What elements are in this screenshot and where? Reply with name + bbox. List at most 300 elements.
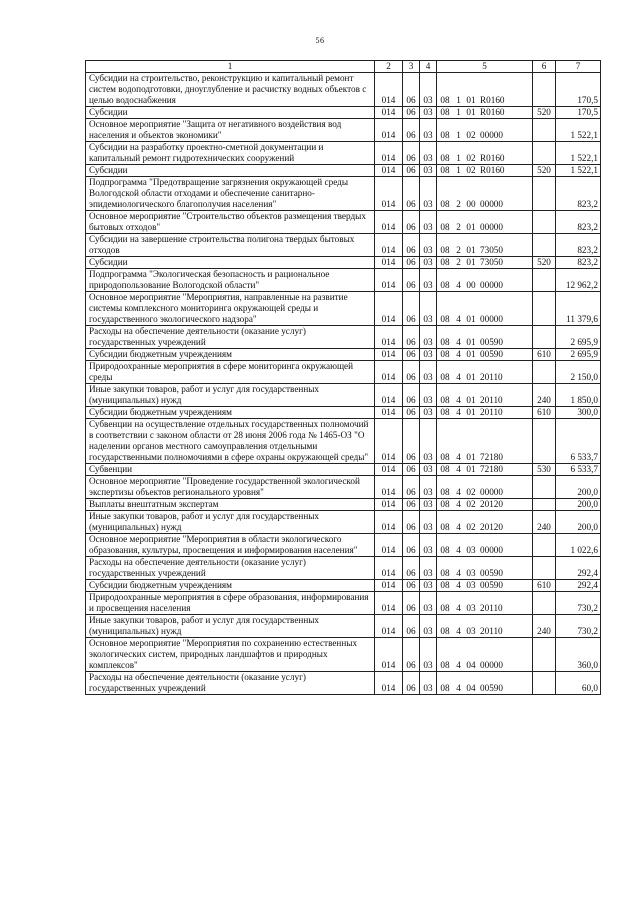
- table-row: [86, 384, 601, 407]
- table-row: [86, 269, 601, 292]
- table-row: [86, 349, 601, 361]
- header-cell: 7: [556, 61, 601, 73]
- target-article-part: 72180: [480, 464, 503, 474]
- amount-cell: 6 533,7: [556, 464, 601, 476]
- target-article-part: R0160: [480, 165, 505, 175]
- target-article-part: 2: [456, 222, 461, 232]
- expense-type-cell: [533, 499, 556, 511]
- target-article-part: 20120: [480, 499, 503, 509]
- header-cell: 1: [86, 61, 375, 73]
- section-code-cell: 06: [403, 269, 420, 292]
- table-row: [86, 615, 601, 638]
- row-name-cell: Основное мероприятие "Защита от негативного воздействия вод населения и объектов экономики": [86, 119, 375, 142]
- table-row: [86, 177, 601, 211]
- header-cell: 3: [403, 61, 420, 73]
- ministry-code-cell: 014: [375, 464, 403, 476]
- target-article-cell: [437, 257, 533, 269]
- subsection-code-cell: 03: [420, 499, 437, 511]
- target-article-part: 02: [466, 487, 476, 497]
- target-article-part: 08: [440, 452, 450, 462]
- expense-type-cell: 240: [533, 384, 556, 407]
- target-article-part: 00000: [480, 314, 503, 324]
- target-article-cell: [437, 534, 533, 557]
- target-article-part: 01: [466, 257, 476, 267]
- ministry-code-cell: 014: [375, 211, 403, 234]
- target-article-part: 03: [466, 545, 476, 555]
- amount-cell: 170,5: [556, 73, 601, 107]
- target-article-part: 01: [466, 464, 476, 474]
- row-name-cell: Основное мероприятие "Мероприятия в области экологического образования, культуры, просвещения и информирования населения": [86, 534, 375, 557]
- target-article-part: 02: [466, 522, 476, 532]
- table-row: [86, 73, 601, 107]
- target-article-part: 08: [440, 487, 450, 497]
- expense-type-cell: 520: [533, 107, 556, 119]
- subsection-code-cell: 03: [420, 592, 437, 615]
- section-code-cell: 06: [403, 349, 420, 361]
- target-article-part: 01: [466, 452, 476, 462]
- target-article-cell: [437, 107, 533, 119]
- ministry-code-cell: 014: [375, 107, 403, 119]
- table-row: [86, 326, 601, 349]
- subsection-code-cell: 03: [420, 107, 437, 119]
- target-article-part: 73050: [480, 257, 503, 267]
- section-code-cell: 06: [403, 211, 420, 234]
- target-article-part: 4: [456, 372, 461, 382]
- section-code-cell: 06: [403, 177, 420, 211]
- page-number: 56: [315, 36, 325, 45]
- table-row: [86, 257, 601, 269]
- section-code-cell: 06: [403, 119, 420, 142]
- subsection-code-cell: 03: [420, 326, 437, 349]
- target-article-cell: [437, 511, 533, 534]
- row-name-cell: Субсидии на строительство, реконструкцию и капитальный ремонт систем водоподготовки, дноуглубление и расчистку водных объектов с целью водоснабжения: [86, 73, 375, 107]
- ministry-code-cell: 014: [375, 638, 403, 672]
- table-row: [86, 211, 601, 234]
- target-article-part: 01: [466, 372, 476, 382]
- amount-cell: 730,2: [556, 615, 601, 638]
- ministry-code-cell: 014: [375, 592, 403, 615]
- header-cell: 2: [375, 61, 403, 73]
- table-row: [86, 407, 601, 419]
- subsection-code-cell: 03: [420, 349, 437, 361]
- section-code-cell: 06: [403, 165, 420, 177]
- subsection-code-cell: 03: [420, 269, 437, 292]
- row-name-cell: Иные закупки товаров, работ и услуг для государственных (муниципальных) нужд: [86, 511, 375, 534]
- expense-type-cell: [533, 557, 556, 580]
- expense-type-cell: [533, 326, 556, 349]
- target-article-part: 4: [456, 487, 461, 497]
- row-name-cell: Субсидии бюджетным учреждениям: [86, 407, 375, 419]
- target-article-part: 4: [456, 407, 461, 417]
- target-article-part: 4: [456, 626, 461, 636]
- amount-cell: 2 150,0: [556, 361, 601, 384]
- target-article-part: 4: [456, 545, 461, 555]
- header-cell: 6: [533, 61, 556, 73]
- section-code-cell: 06: [403, 511, 420, 534]
- target-article-part: 08: [440, 580, 450, 590]
- target-article-part: 1: [456, 95, 461, 105]
- target-article-part: R0160: [480, 153, 505, 163]
- amount-cell: 823,2: [556, 234, 601, 257]
- target-article-part: 4: [456, 395, 461, 405]
- row-name-cell: Природоохранные мероприятия в сфере мониторинга окружающей среды: [86, 361, 375, 384]
- target-article-part: 00590: [480, 580, 503, 590]
- target-article-part: 1: [456, 165, 461, 175]
- target-article-part: 20110: [480, 626, 503, 636]
- section-code-cell: 06: [403, 292, 420, 326]
- target-article-cell: [437, 211, 533, 234]
- table-row: [86, 234, 601, 257]
- row-name-cell: Субсидии бюджетным учреждениям: [86, 349, 375, 361]
- subsection-code-cell: 03: [420, 511, 437, 534]
- target-article-cell: [437, 73, 533, 107]
- amount-cell: 300,0: [556, 407, 601, 419]
- subsection-code-cell: 03: [420, 476, 437, 499]
- target-article-part: 00: [466, 199, 476, 209]
- ministry-code-cell: 014: [375, 119, 403, 142]
- amount-cell: 292,4: [556, 580, 601, 592]
- table-row: [86, 638, 601, 672]
- section-code-cell: 06: [403, 534, 420, 557]
- target-article-part: 20110: [480, 407, 503, 417]
- ministry-code-cell: 014: [375, 292, 403, 326]
- expense-type-cell: [533, 476, 556, 499]
- expense-type-cell: [533, 119, 556, 142]
- target-article-part: 08: [440, 222, 450, 232]
- target-article-part: 00590: [480, 568, 503, 578]
- target-article-part: 08: [440, 545, 450, 555]
- ministry-code-cell: 014: [375, 177, 403, 211]
- ministry-code-cell: 014: [375, 499, 403, 511]
- subsection-code-cell: 03: [420, 234, 437, 257]
- ministry-code-cell: 014: [375, 73, 403, 107]
- row-name-cell: Субсидии: [86, 257, 375, 269]
- row-name-cell: Иные закупки товаров, работ и услуг для государственных (муниципальных) нужд: [86, 384, 375, 407]
- amount-cell: 200,0: [556, 499, 601, 511]
- target-article-cell: [437, 499, 533, 511]
- target-article-part: 1: [456, 130, 461, 140]
- target-article-part: 08: [440, 464, 450, 474]
- table-row: [86, 419, 601, 464]
- section-code-cell: 06: [403, 592, 420, 615]
- expense-type-cell: 610: [533, 407, 556, 419]
- expense-type-cell: [533, 177, 556, 211]
- subsection-code-cell: 03: [420, 142, 437, 165]
- target-article-part: 2: [456, 257, 461, 267]
- section-code-cell: 06: [403, 638, 420, 672]
- target-article-cell: [437, 361, 533, 384]
- subsection-code-cell: 03: [420, 672, 437, 695]
- target-article-cell: [437, 292, 533, 326]
- target-article-cell: [437, 464, 533, 476]
- row-name-cell: Субсидии: [86, 165, 375, 177]
- target-article-part: 01: [466, 222, 476, 232]
- target-article-cell: [437, 407, 533, 419]
- ministry-code-cell: 014: [375, 361, 403, 384]
- section-code-cell: 06: [403, 361, 420, 384]
- row-name-cell: Основное мероприятие "Проведение государственной экологической экспертизы объектов регионального уровня": [86, 476, 375, 499]
- amount-cell: 2 695,9: [556, 326, 601, 349]
- amount-cell: 1 850,0: [556, 384, 601, 407]
- target-article-part: 20110: [480, 603, 503, 613]
- target-article-part: 00000: [480, 222, 503, 232]
- amount-cell: 200,0: [556, 511, 601, 534]
- ministry-code-cell: 014: [375, 407, 403, 419]
- target-article-part: 08: [440, 349, 450, 359]
- amount-cell: 292,4: [556, 557, 601, 580]
- target-article-part: 08: [440, 683, 450, 693]
- amount-cell: 6 533,7: [556, 419, 601, 464]
- target-article-part: 08: [440, 257, 450, 267]
- section-code-cell: 06: [403, 499, 420, 511]
- expense-type-cell: 610: [533, 349, 556, 361]
- subsection-code-cell: 03: [420, 534, 437, 557]
- table-header-row: [86, 61, 601, 73]
- amount-cell: 1 522,1: [556, 142, 601, 165]
- target-article-part: 00590: [480, 683, 503, 693]
- target-article-part: 1: [456, 153, 461, 163]
- row-name-cell: Расходы на обеспечение деятельности (оказание услуг) государственных учреждений: [86, 326, 375, 349]
- subsection-code-cell: 03: [420, 384, 437, 407]
- target-article-part: 73050: [480, 245, 503, 255]
- target-article-part: 08: [440, 107, 450, 117]
- table-row: [86, 119, 601, 142]
- target-article-part: 08: [440, 407, 450, 417]
- subsection-code-cell: 03: [420, 419, 437, 464]
- target-article-cell: [437, 177, 533, 211]
- target-article-part: 00000: [480, 660, 503, 670]
- row-name-cell: Основное мероприятие "Строительство объектов размещения твердых бытовых отходов": [86, 211, 375, 234]
- table-row: [86, 464, 601, 476]
- target-article-cell: [437, 269, 533, 292]
- target-article-cell: [437, 638, 533, 672]
- ministry-code-cell: 014: [375, 615, 403, 638]
- section-code-cell: 06: [403, 107, 420, 119]
- target-article-part: 20110: [480, 395, 503, 405]
- target-article-part: 4: [456, 452, 461, 462]
- target-article-part: 4: [456, 349, 461, 359]
- target-article-cell: [437, 592, 533, 615]
- target-article-cell: [437, 165, 533, 177]
- row-name-cell: Выплаты внештатным экспертам: [86, 499, 375, 511]
- subsection-code-cell: 03: [420, 580, 437, 592]
- section-code-cell: 06: [403, 384, 420, 407]
- target-article-cell: [437, 384, 533, 407]
- expense-type-cell: [533, 234, 556, 257]
- table-row: [86, 511, 601, 534]
- subsection-code-cell: 03: [420, 73, 437, 107]
- table-row: [86, 534, 601, 557]
- row-name-cell: Расходы на обеспечение деятельности (оказание услуг) государственных учреждений: [86, 672, 375, 695]
- target-article-part: 04: [466, 660, 476, 670]
- section-code-cell: 06: [403, 580, 420, 592]
- target-article-part: 02: [466, 153, 476, 163]
- target-article-part: 08: [440, 660, 450, 670]
- target-article-cell: [437, 142, 533, 165]
- subsection-code-cell: 03: [420, 464, 437, 476]
- section-code-cell: 06: [403, 615, 420, 638]
- row-name-cell: Природоохранные мероприятия в сфере образования, информирования и просвещения населения: [86, 592, 375, 615]
- target-article-part: 08: [440, 568, 450, 578]
- ministry-code-cell: 014: [375, 419, 403, 464]
- target-article-part: R0160: [480, 107, 505, 117]
- target-article-part: 4: [456, 660, 461, 670]
- amount-cell: 200,0: [556, 476, 601, 499]
- amount-cell: 60,0: [556, 672, 601, 695]
- target-article-part: 08: [440, 199, 450, 209]
- subsection-code-cell: 03: [420, 638, 437, 672]
- subsection-code-cell: 03: [420, 165, 437, 177]
- ministry-code-cell: 014: [375, 234, 403, 257]
- section-code-cell: 06: [403, 476, 420, 499]
- table-row: [86, 499, 601, 511]
- table-row: [86, 142, 601, 165]
- table-row: [86, 165, 601, 177]
- table-row: [86, 592, 601, 615]
- target-article-part: 08: [440, 603, 450, 613]
- expense-type-cell: [533, 534, 556, 557]
- target-article-part: 01: [466, 95, 476, 105]
- ministry-code-cell: 014: [375, 142, 403, 165]
- target-article-part: 08: [440, 130, 450, 140]
- table-row: [86, 107, 601, 119]
- expense-type-cell: [533, 211, 556, 234]
- target-article-part: 72180: [480, 452, 503, 462]
- section-code-cell: 06: [403, 234, 420, 257]
- target-article-part: 08: [440, 245, 450, 255]
- expense-type-cell: 240: [533, 511, 556, 534]
- target-article-part: 03: [466, 568, 476, 578]
- expense-type-cell: [533, 419, 556, 464]
- section-code-cell: 06: [403, 557, 420, 580]
- target-article-part: 08: [440, 499, 450, 509]
- target-article-part: 4: [456, 568, 461, 578]
- target-article-part: 2: [456, 199, 461, 209]
- target-article-part: 01: [466, 349, 476, 359]
- amount-cell: 823,2: [556, 177, 601, 211]
- ministry-code-cell: 014: [375, 534, 403, 557]
- table-row: [86, 476, 601, 499]
- target-article-part: 4: [456, 522, 461, 532]
- amount-cell: 12 962,2: [556, 269, 601, 292]
- ministry-code-cell: 014: [375, 326, 403, 349]
- target-article-part: 00590: [480, 349, 503, 359]
- amount-cell: 170,5: [556, 107, 601, 119]
- target-article-part: 08: [440, 337, 450, 347]
- target-article-part: 01: [466, 107, 476, 117]
- target-article-cell: [437, 234, 533, 257]
- expense-type-cell: 240: [533, 615, 556, 638]
- section-code-cell: 06: [403, 142, 420, 165]
- section-code-cell: 06: [403, 464, 420, 476]
- amount-cell: 360,0: [556, 638, 601, 672]
- target-article-part: 01: [466, 395, 476, 405]
- target-article-cell: [437, 419, 533, 464]
- target-article-part: 00000: [480, 199, 503, 209]
- expense-type-cell: [533, 592, 556, 615]
- table-row: [86, 557, 601, 580]
- row-name-cell: Субсидии: [86, 107, 375, 119]
- target-article-part: 4: [456, 683, 461, 693]
- expense-type-cell: [533, 672, 556, 695]
- target-article-cell: [437, 672, 533, 695]
- amount-cell: 1 022,6: [556, 534, 601, 557]
- expense-type-cell: 520: [533, 165, 556, 177]
- table-body: [86, 73, 601, 695]
- target-article-part: 03: [466, 603, 476, 613]
- target-article-part: 01: [466, 407, 476, 417]
- target-article-part: 00590: [480, 337, 503, 347]
- subsection-code-cell: 03: [420, 615, 437, 638]
- target-article-part: 04: [466, 683, 476, 693]
- target-article-part: 08: [440, 95, 450, 105]
- subsection-code-cell: 03: [420, 119, 437, 142]
- target-article-part: 08: [440, 153, 450, 163]
- ministry-code-cell: 014: [375, 672, 403, 695]
- ministry-code-cell: 014: [375, 384, 403, 407]
- target-article-part: 02: [466, 499, 476, 509]
- target-article-part: 20110: [480, 372, 503, 382]
- expense-type-cell: [533, 142, 556, 165]
- target-article-part: 03: [466, 580, 476, 590]
- target-article-part: 08: [440, 395, 450, 405]
- expense-type-cell: 610: [533, 580, 556, 592]
- target-article-part: 4: [456, 337, 461, 347]
- target-article-cell: [437, 476, 533, 499]
- target-article-part: 4: [456, 499, 461, 509]
- target-article-part: 08: [440, 280, 450, 290]
- row-name-cell: Иные закупки товаров, работ и услуг для государственных (муниципальных) нужд: [86, 615, 375, 638]
- amount-cell: 11 379,6: [556, 292, 601, 326]
- expense-type-cell: [533, 292, 556, 326]
- target-article-cell: [437, 349, 533, 361]
- row-name-cell: Субвенции на осуществление отдельных государственных полномочий в соответствии с законом области от 28 июня 2006 года № 1465-ОЗ "О наделении органов местного самоуправления отдельными государственными полномочиями в сфере охраны окружающей среды": [86, 419, 375, 464]
- ministry-code-cell: 014: [375, 557, 403, 580]
- target-article-part: 08: [440, 165, 450, 175]
- section-code-cell: 06: [403, 407, 420, 419]
- target-article-part: 00000: [480, 130, 503, 140]
- ministry-code-cell: 014: [375, 269, 403, 292]
- subsection-code-cell: 03: [420, 407, 437, 419]
- target-article-part: 1: [456, 107, 461, 117]
- target-article-part: 20120: [480, 522, 503, 532]
- subsection-code-cell: 03: [420, 211, 437, 234]
- row-name-cell: Расходы на обеспечение деятельности (оказание услуг) государственных учреждений: [86, 557, 375, 580]
- ministry-code-cell: 014: [375, 165, 403, 177]
- section-code-cell: 06: [403, 419, 420, 464]
- section-code-cell: 06: [403, 73, 420, 107]
- target-article-part: 02: [466, 130, 476, 140]
- target-article-part: 08: [440, 314, 450, 324]
- section-code-cell: 06: [403, 326, 420, 349]
- target-article-part: 01: [466, 337, 476, 347]
- expense-type-cell: 530: [533, 464, 556, 476]
- target-article-part: 08: [440, 522, 450, 532]
- target-article-part: 08: [440, 372, 450, 382]
- table-row: [86, 672, 601, 695]
- target-article-part: 00000: [480, 487, 503, 497]
- budget-table: [85, 60, 601, 695]
- ministry-code-cell: 014: [375, 476, 403, 499]
- row-name-cell: Основное мероприятие "Мероприятия по сохранению естественных экологических систем, природных ландшафтов и природных комплексов": [86, 638, 375, 672]
- table-row: [86, 292, 601, 326]
- ministry-code-cell: 014: [375, 349, 403, 361]
- amount-cell: 823,2: [556, 211, 601, 234]
- table-row: [86, 580, 601, 592]
- target-article-part: 4: [456, 464, 461, 474]
- subsection-code-cell: 03: [420, 292, 437, 326]
- section-code-cell: 06: [403, 257, 420, 269]
